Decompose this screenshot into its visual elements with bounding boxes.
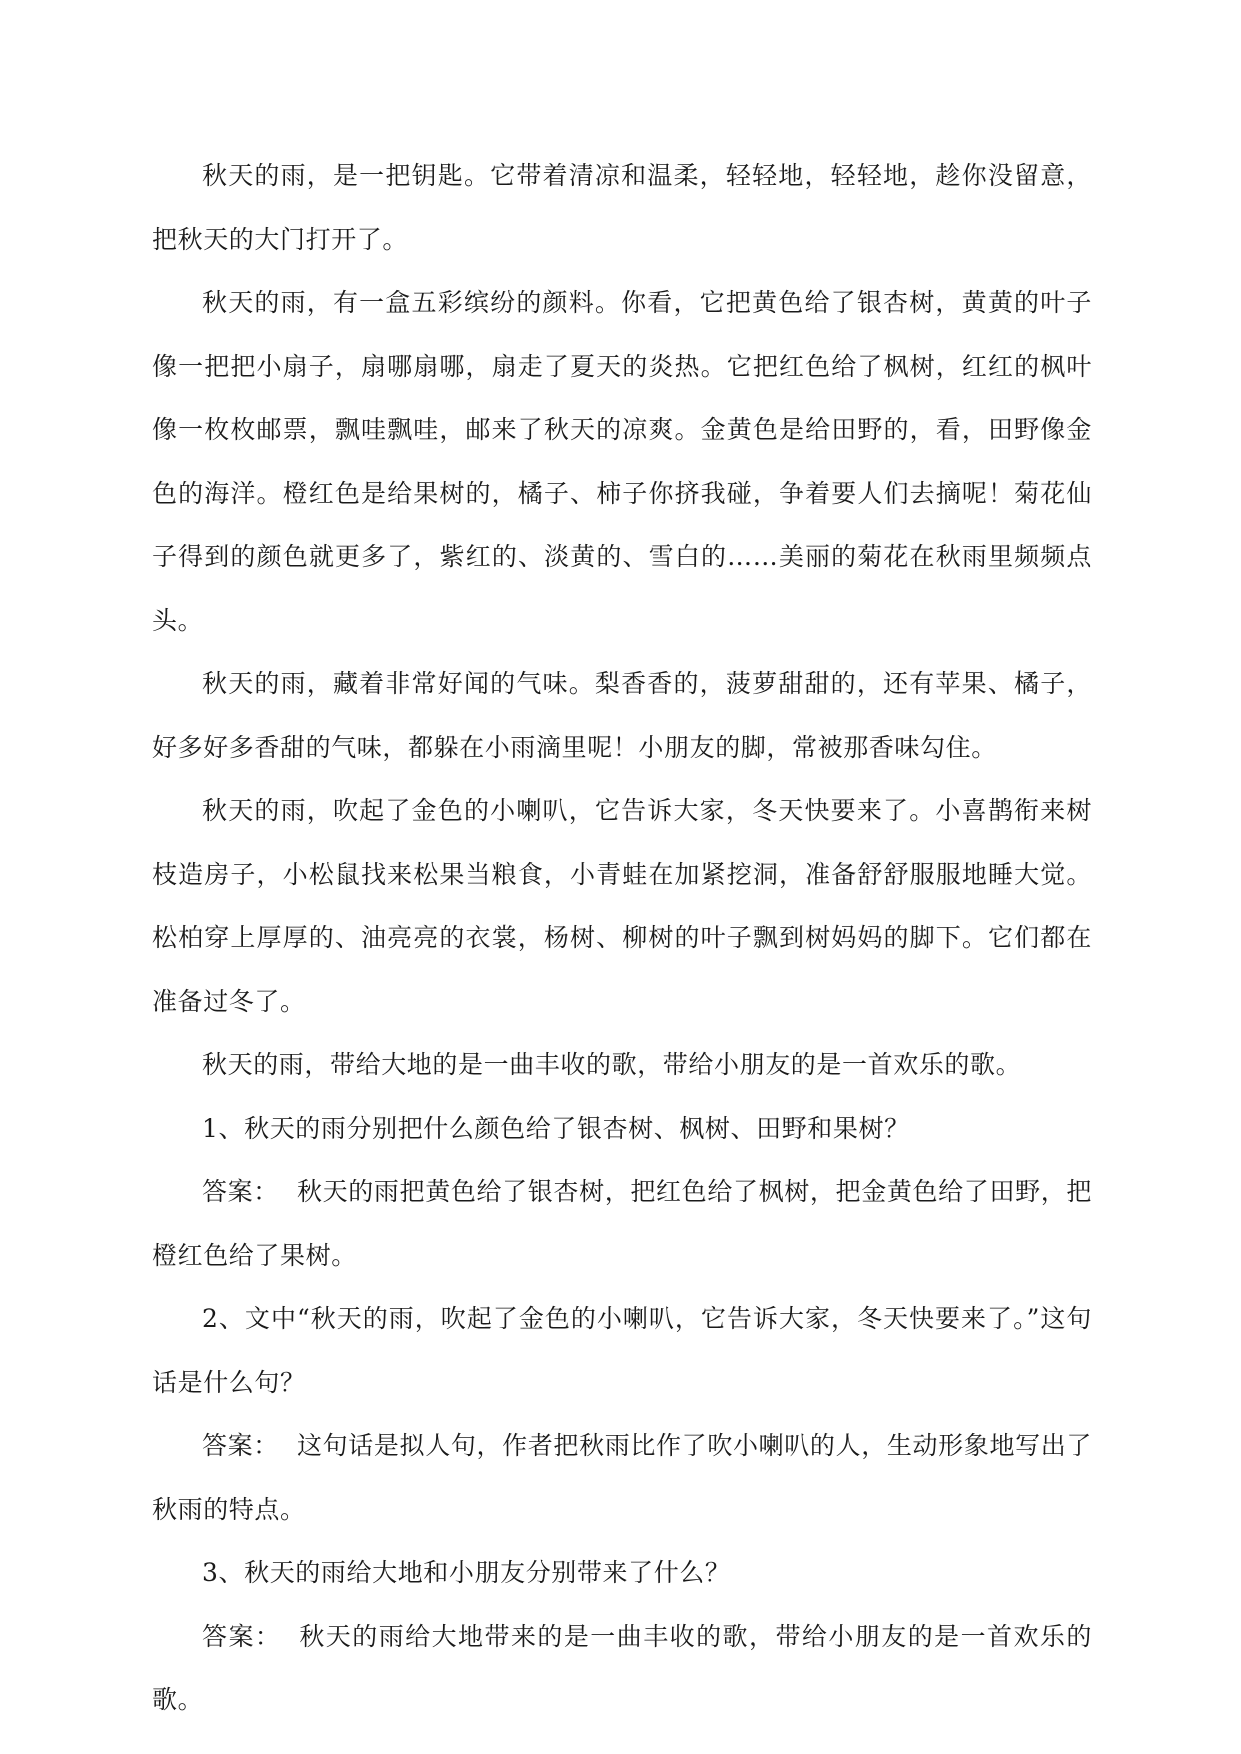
answer-text: 秋天的雨给大地带来的是一曲丰收的歌，带给小朋友的是一首欢乐的歌。 [152,1621,1092,1714]
paragraph-2: 秋天的雨，有一盒五彩缤纷的颜料。你看，它把黄色给了银杏树，黄黄的叶子像一把把小扇子，扇哪扇哪，扇走了夏天的炎热。它把红色给了枫树，红红的枫叶像一枚枚邮票，飘哇飘哇，邮来了秋天的凉爽。金黄色是给田野的，看，田野像金色的海洋。橙红色是给果树的，橘子、柿子你挤我碰，争着要人们去摘呢！菊花仙子得到的颜色就更多了，紫红的、淡黄的、雪白的……美丽的菊花在秋雨里频频点头。 [152,288,1092,635]
paragraph-4: 秋天的雨，吹起了金色的小喇叭，它告诉大家，冬天快要来了。小喜鹊衔来树枝造房子，小松鼠找来松果当粮食，小青蛙在加紧挖洞，准备舒舒服服地睡大觉。松柏穿上厚厚的、油亮亮的衣裳，杨树、柳树的叶子飘到树妈妈的脚下。它们都在准备过冬了。 [152,796,1092,1016]
paragraph-1: 秋天的雨，是一把钥匙。它带着清凉和温柔，轻轻地，轻轻地，趁你没留意，把秋天的大门打开了。 [152,161,1092,254]
answer-3 [152,1605,1092,1732]
answer-text: 这句话是拟人句，作者把秋雨比作了吹小喇叭的人，生动形象地写出了秋雨的特点。 [152,1431,1092,1524]
paragraph-3: 秋天的雨，藏着非常好闻的气味。梨香香的，菠萝甜甜的，还有苹果、橘子，好多好多香甜的气味，都躲在小雨滴里呢！小朋友的脚，常被那香味勾住。 [152,669,1092,762]
answer-1 [152,1160,1092,1287]
answer-text: 秋天的雨把黄色给了银杏树，把红色给了枫树，把金黄色给了田野，把橙红色给了果树。 [152,1177,1092,1270]
answer-2 [152,1414,1092,1541]
answer-label: 答案： [202,1177,279,1206]
answer-label: 答案： [202,1431,279,1460]
question-1: 1、秋天的雨分别把什么颜色给了银杏树、枫树、田野和果树？ [202,1113,910,1143]
paragraph-5: 秋天的雨，带给大地的是一曲丰收的歌，带给小朋友的是一首欢乐的歌。 [202,1050,1022,1079]
answer-label: 答案： [202,1621,282,1651]
document-page [152,144,1092,1732]
question-2: 2、文中“秋天的雨，吹起了金色的小喇叭，它告诉大家，冬天快要来了。”这句话是什么句？ [152,1304,1092,1397]
question-3: 3、秋天的雨给大地和小朋友分别带来了什么？ [202,1558,731,1587]
